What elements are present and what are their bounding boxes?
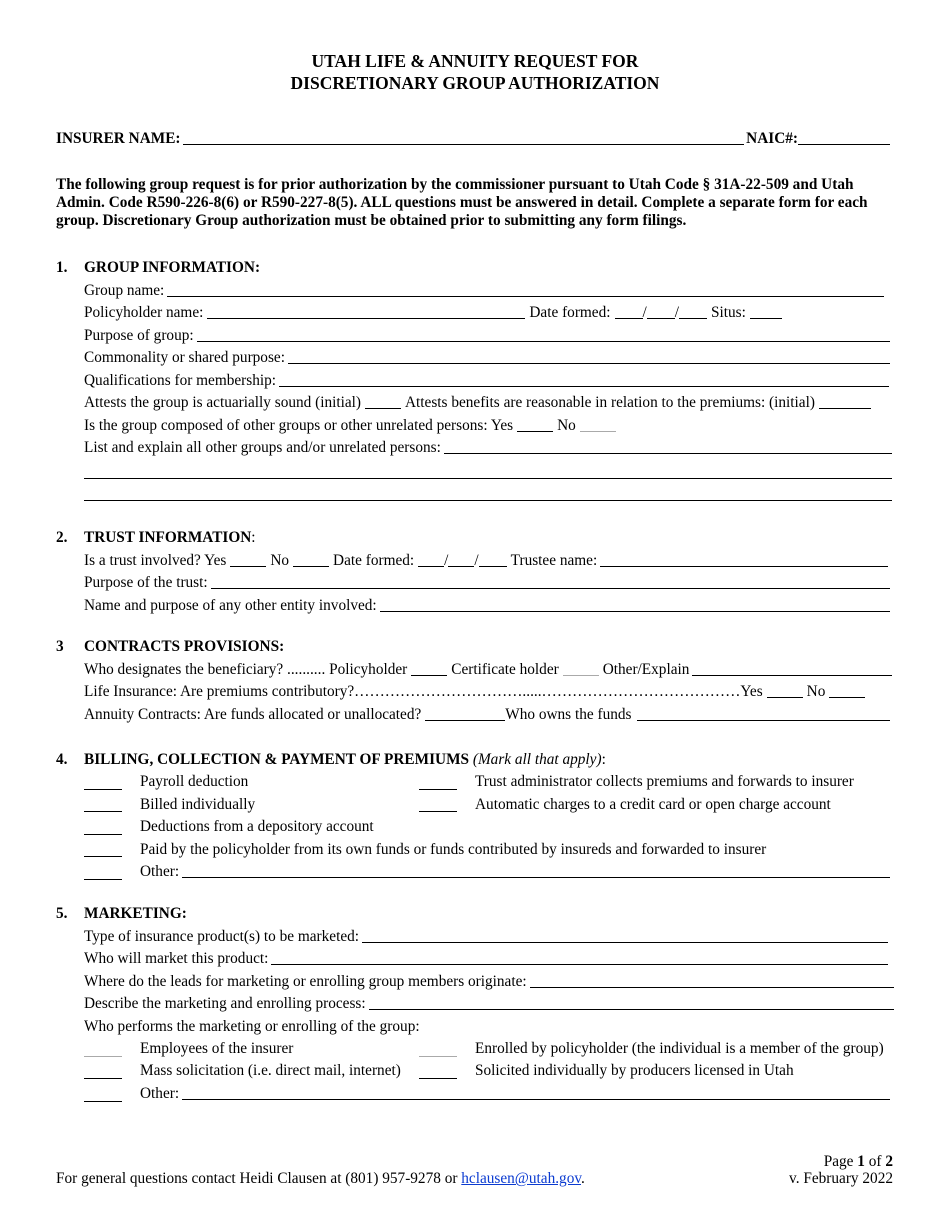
date-formed-day[interactable]	[647, 317, 675, 319]
payroll-checkbox[interactable]	[84, 789, 122, 790]
enrolled-checkbox[interactable]	[419, 1056, 457, 1057]
solicited-checkbox[interactable]	[419, 1078, 457, 1079]
attests-sound-initial[interactable]	[365, 407, 401, 409]
mass-label: Mass solicitation (i.e. direct mail, internet)	[140, 1062, 401, 1079]
deductions-checkbox[interactable]	[84, 834, 122, 835]
naic-field[interactable]	[798, 143, 890, 145]
commonality-field[interactable]	[288, 362, 890, 364]
deductions-label: Deductions from a depository account	[140, 818, 374, 835]
who-market-field[interactable]	[271, 963, 888, 965]
trust-admin-checkbox[interactable]	[419, 789, 457, 790]
title-line-1: UTAH LIFE & ANNUITY REQUEST FOR	[311, 51, 639, 71]
attests-benefits-initial[interactable]	[819, 407, 871, 409]
qualifications-field[interactable]	[279, 385, 889, 387]
purpose-row: Purpose of group:	[84, 327, 890, 345]
beneficiary-policyholder-field[interactable]	[411, 674, 447, 676]
trust-date-month[interactable]	[418, 565, 444, 567]
billed-checkbox[interactable]	[84, 811, 122, 812]
other-billing-checkbox[interactable]	[84, 879, 122, 880]
employees-label: Employees of the insurer	[140, 1040, 294, 1057]
composed-row: Is the group composed of other groups or other unrelated persons: Yes No	[84, 417, 620, 435]
list-groups-line-3[interactable]	[84, 500, 892, 501]
trust-admin-label: Trust administrator collects premiums and forwards to insurer	[475, 773, 854, 790]
leads-field[interactable]	[530, 986, 894, 988]
situs-field[interactable]	[750, 317, 782, 319]
section-3-heading: 3 CONTRACTS PROVISIONS:	[56, 638, 285, 655]
beneficiary-certificate-field[interactable]	[563, 674, 599, 676]
other-marketing-field[interactable]	[182, 1098, 890, 1100]
section-4-heading: 4. BILLING, COLLECTION & PAYMENT OF PREMIUMS (Mark all that apply) :	[56, 751, 606, 768]
life-insurance-row: Life Insurance: Are premiums contributory?…………………………….....…………………………………Yes No	[84, 683, 892, 701]
trust-involved-row: Is a trust involved? Yes No Date formed: / / Trustee name:	[84, 552, 888, 570]
intro-paragraph: The following group request is for prior authorization by the commissioner pursuant to Utah Code § 31A-22-509 and Utah Admin. Code R590-226-8(6) or R590-227-8(5). ALL questions must be answered in detail. Complete a separate form for each group. Discretionary Group authorization must be obtained prior to submitting any form filings.	[56, 176, 868, 229]
other-billing-field[interactable]	[182, 876, 890, 878]
policyholder-row: Policyholder name: Date formed: / / Situs:	[84, 304, 804, 322]
attests-row: Attests the group is actuarially sound (initial) Attests benefits are reasonable in relation to the premiums: (initial)	[84, 394, 892, 412]
contact-email-link[interactable]: hclausen@utah.gov	[461, 1170, 581, 1187]
trust-no-field[interactable]	[293, 565, 329, 567]
date-formed-month[interactable]	[615, 317, 643, 319]
trust-date-day[interactable]	[448, 565, 474, 567]
other-marketing-checkbox[interactable]	[84, 1101, 122, 1102]
insurer-row: INSURER NAME : NAIC#:	[56, 130, 890, 148]
product-type-field[interactable]	[362, 941, 888, 943]
trust-purpose-row: Purpose of the trust:	[84, 574, 890, 592]
list-groups-line-2[interactable]	[84, 478, 892, 479]
purpose-field[interactable]	[197, 340, 890, 342]
trustee-name-field[interactable]	[600, 565, 888, 567]
beneficiary-other-field[interactable]	[692, 674, 892, 676]
paid-label: Paid by the policyholder from its own funds or funds contributed by insureds and forwarded to insurer	[140, 841, 767, 858]
trust-yes-field[interactable]	[230, 565, 266, 567]
trust-date-year[interactable]	[479, 565, 507, 567]
employees-checkbox[interactable]	[84, 1056, 122, 1057]
section-1-heading: 1. GROUP INFORMATION:	[56, 259, 261, 276]
other-entity-field[interactable]	[380, 610, 890, 612]
footer-page-info	[789, 1153, 893, 1187]
contributory-no-field[interactable]	[829, 696, 865, 698]
auto-charges-checkbox[interactable]	[419, 811, 457, 812]
composed-yes-field[interactable]	[517, 430, 553, 432]
version-label: v. February 2022	[789, 1170, 893, 1187]
trust-purpose-field[interactable]	[211, 587, 890, 589]
form-title	[0, 50, 950, 94]
annuity-allocated-field[interactable]	[425, 719, 505, 721]
page-number: Page 1 of 2	[823, 1153, 893, 1170]
composed-no-field[interactable]	[580, 430, 616, 432]
list-groups-row: List and explain all other groups and/or unrelated persons:	[84, 439, 892, 457]
naic-label: NAIC#:	[746, 130, 798, 147]
enrolled-label: Enrolled by policyholder (the individual is a member of the group)	[475, 1040, 884, 1057]
commonality-row: Commonality or shared purpose:	[84, 349, 890, 367]
auto-charges-label: Automatic charges to a credit card or open charge account	[475, 796, 831, 813]
solicited-label: Solicited individually by producers licensed in Utah	[475, 1062, 794, 1079]
payroll-label: Payroll deduction	[140, 773, 249, 790]
describe-field[interactable]	[369, 1008, 894, 1010]
paid-checkbox[interactable]	[84, 856, 122, 857]
leads-row: Where do the leads for marketing or enrolling group members originate:	[84, 973, 894, 991]
beneficiary-row: Who designates the beneficiary? .......... Policyholder Certificate holder Other/Explain	[84, 661, 892, 679]
other-marketing-row: Other:	[140, 1085, 890, 1103]
list-groups-field[interactable]	[444, 452, 892, 454]
annuity-row: Annuity Contracts: Are funds allocated or unallocated? Who owns the funds	[84, 706, 890, 724]
who-performs-row: Who performs the marketing or enrolling of the group:	[84, 1018, 420, 1035]
title-line-2: DISCRETIONARY GROUP AUTHORIZATION	[290, 73, 660, 93]
other-entity-row: Name and purpose of any other entity involved:	[84, 597, 890, 615]
qualifications-row: Qualifications for membership:	[84, 372, 889, 390]
footer-contact: For general questions contact Heidi Clausen at (801) 957-9278 or hclausen@utah.gov.	[56, 1170, 585, 1187]
section-5-heading: 5. MARKETING:	[56, 905, 187, 922]
section-2-heading: 2. TRUST INFORMATION :	[56, 529, 256, 546]
owns-funds-field[interactable]	[637, 719, 890, 721]
who-market-row: Who will market this product:	[84, 950, 888, 968]
contributory-yes-field[interactable]	[767, 696, 803, 698]
group-name-field[interactable]	[167, 295, 884, 297]
describe-row: Describe the marketing and enrolling process:	[84, 995, 894, 1013]
billed-label: Billed individually	[140, 796, 256, 813]
group-name-row: Group name:	[84, 282, 884, 300]
date-formed-year[interactable]	[679, 317, 707, 319]
policyholder-field[interactable]	[207, 317, 525, 319]
insurer-name-label: INSURER NAME	[56, 130, 176, 147]
product-type-row: Type of insurance product(s) to be marketed:	[84, 928, 888, 946]
other-billing-row: Other:	[140, 863, 890, 881]
mass-checkbox[interactable]	[84, 1078, 122, 1079]
insurer-name-field[interactable]	[183, 143, 745, 145]
